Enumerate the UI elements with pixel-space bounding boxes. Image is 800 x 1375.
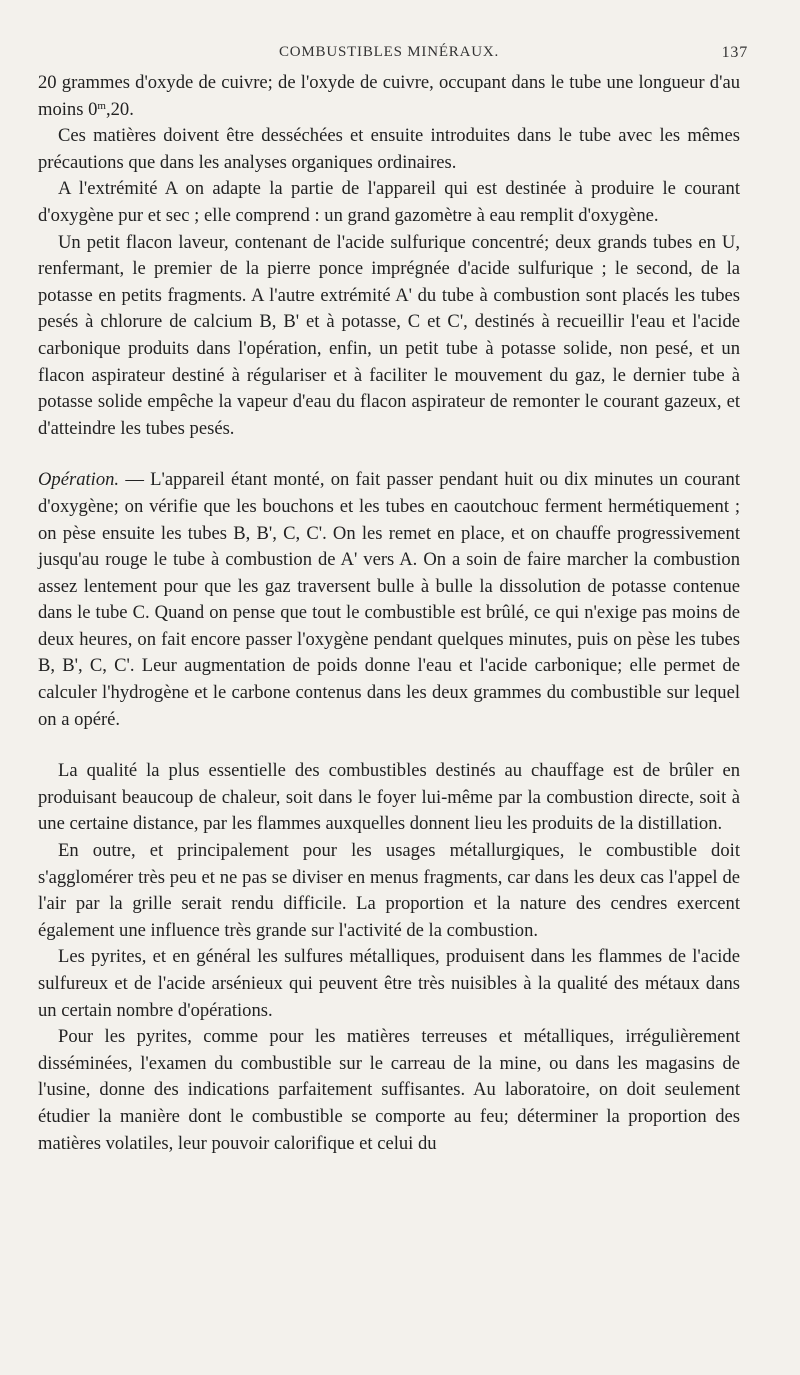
paragraph-7: En outre, et principalement pour les usages métallurgiques, le combustible doit s'agglomérer très peu et ne pas se diviser en menus fragments, car dans les deux cas l'appel de l'air par la grille serait rendu difficile. La proportion et la nature des cendres exercent également une influence très grande sur l'activité de la combustion. (38, 840, 740, 941)
operation-text: — L'appareil étant monté, on fait passer pendant huit ou dix minutes un courant d'oxygène; on vérifie que les bouchons et les tubes en caoutchouc ferment hermétiquement ; on pèse ensuite les tubes B, B', C, C'. On les remet en place, et on chauffe progressivement jusqu'au rouge le tube à combustion de A' vers A. On a soin de faire marcher la combustion assez lentement pour que les gaz traversent bulle à bulle la dissolution de potasse contenue dans le tube C. Quand on pense que tout le combustible est brûlé, ce qui n'exige pas moins de deux heures, on fait encore passer l'oxygène pendant quelques minutes, puis on pèse les tubes B, B', C, C'. Leur augmentation de poids donne l'eau et l'acide carbonique; elle permet de calculer l'hydrogène et le carbone contenus dans les deux grammes du combustible sur lequel on a opéré. (38, 469, 740, 730)
paragraph-1 (38, 70, 740, 123)
paragraph-1-text: 20 grammes d'oxyde de cuivre; de l'oxyde de cuivre, occupant dans le tube une longueur d'au moins 0 (38, 72, 740, 120)
paragraph-operation (38, 467, 740, 733)
unit-superscript: m (97, 99, 106, 112)
paragraph-6: La qualité la plus essentielle des combustibles destinés au chauffage est de brûler en produisant beaucoup de chaleur, soit dans le foyer lui-même par la combustion directe, soit à une certaine distance, par les flammes auxquelles donnent lieu les produits de la distillation. (38, 760, 740, 835)
paragraph-1-text-end: ,20. (105, 98, 134, 120)
body-text (38, 70, 740, 1157)
paragraph-3: A l'extrémité A on adapte la partie de l'appareil qui est destinée à produire le courant d'oxygène pur et sec ; elle comprend : un grand gazomètre à eau remplit d'oxygène. (38, 178, 740, 226)
page-number: 137 (721, 44, 748, 61)
paragraph-2: Ces matières doivent être desséchées et ensuite introduites dans le tube avec les mêmes précautions que dans les analyses organiques ordinaires. (38, 125, 740, 173)
paragraph-8: Les pyrites, et en général les sulfures métalliques, produisent dans les flammes de l'acide sulfureux et de l'acide arsénieux qui peuvent être très nuisibles à la qualité des métaux dans un certain nombre d'opérations. (38, 946, 740, 1021)
paragraph-4: Un petit flacon laveur, contenant de l'acide sulfurique concentré; deux grands tubes en U, renfermant, le premier de la pierre ponce imprégnée d'acide sulfurique ; le second, de la potasse en petits fragments. A l'autre extrémité A' du tube à combustion sont placés les tubes pesés à chlorure de calcium B, B' et à potasse, C et C', destinés à recueillir l'eau et l'acide carbonique produits dans l'opération, enfin, un petit tube à potasse solide, non pesé, et un flacon aspirateur destiné à régulariser et à faciliter le mouvement du gaz, le dernier tube à potasse solide empêche la vapeur d'eau du flacon aspirateur de remonter le courant gazeux, et d'atteindre les tubes pesés. (38, 231, 740, 439)
running-header (38, 44, 748, 66)
operation-heading: Opération. (38, 469, 120, 491)
running-title: COMBUSTIBLES MINÉRAUX. (278, 44, 500, 60)
paragraph-9: Pour les pyrites, comme pour les matières terreuses et métalliques, irrégulièrement disséminées, l'examen du combustible sur le carreau de la mine, ou dans les magasins de l'usine, donne des indications parfaitement suffisantes. Au laboratoire, on doit seulement étudier la manière dont le combustible se comporte au feu; déterminer la proportion des matières volatiles, leur pouvoir calorifique et celui du (38, 1026, 740, 1154)
